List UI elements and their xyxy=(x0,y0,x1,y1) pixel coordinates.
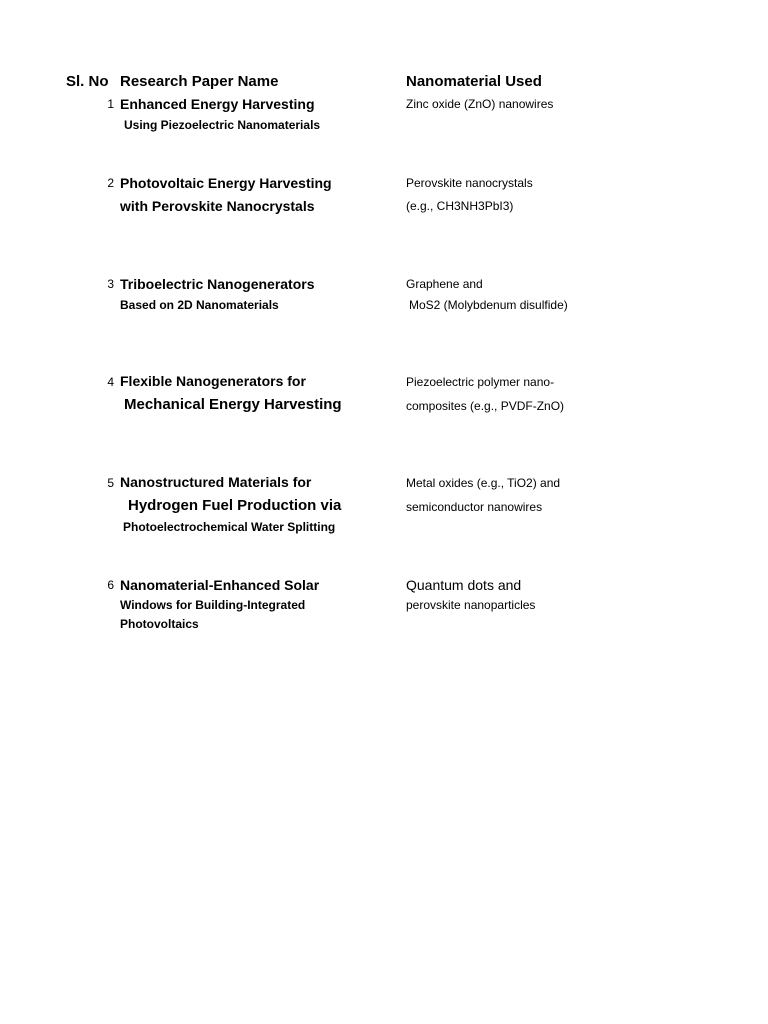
paper-title-line: Triboelectric Nanogenerators xyxy=(120,276,315,292)
material-line: Piezoelectric polymer nano- xyxy=(406,375,555,389)
paper-title-line: Using Piezoelectric Nanomaterials xyxy=(124,118,321,132)
header-sl-no: Sl. No xyxy=(66,73,109,90)
paper-title-line: Photovoltaics xyxy=(120,617,199,631)
material-line: Quantum dots and xyxy=(406,577,522,593)
row-number: 4 xyxy=(107,375,114,389)
row-number: 3 xyxy=(107,277,114,291)
paper-title-line: with Perovskite Nanocrystals xyxy=(120,198,315,214)
row-number: 2 xyxy=(107,176,114,190)
paper-title-line: Photovoltaic Energy Harvesting xyxy=(120,175,332,191)
material-line: Graphene and xyxy=(406,277,483,291)
material-line: Perovskite nanocrystals xyxy=(406,176,533,190)
row-number: 6 xyxy=(107,578,114,592)
material-line: MoS2 (Molybdenum disulfide) xyxy=(409,298,568,312)
paper-title-line: Enhanced Energy Harvesting xyxy=(120,96,315,112)
paper-title-line: Nanomaterial-Enhanced Solar xyxy=(120,577,320,593)
paper-title-line: Mechanical Energy Harvesting xyxy=(124,396,342,413)
paper-title-line: Flexible Nanogenerators for xyxy=(120,373,306,389)
header-material: Nanomaterial Used xyxy=(406,73,542,90)
material-line: semiconductor nanowires xyxy=(406,500,543,514)
row-number: 5 xyxy=(107,476,114,490)
paper-title-line: Windows for Building-Integrated xyxy=(120,598,306,612)
paper-title-line: Hydrogen Fuel Production via xyxy=(128,497,342,514)
material-line: Metal oxides (e.g., TiO2) and xyxy=(406,476,561,490)
material-line: composites (e.g., PVDF-ZnO) xyxy=(406,399,565,413)
material-line: Zinc oxide (ZnO) nanowires xyxy=(406,97,554,111)
material-line: (e.g., CH3NH3PbI3) xyxy=(406,199,514,213)
row-number: 1 xyxy=(107,97,114,111)
header-paper-name: Research Paper Name xyxy=(120,73,279,90)
paper-title-line: Nanostructured Materials for xyxy=(120,474,312,490)
material-line: perovskite nanoparticles xyxy=(406,598,536,612)
paper-title-line: Photoelectrochemical Water Splitting xyxy=(123,520,336,534)
paper-title-line: Based on 2D Nanomaterials xyxy=(120,298,279,312)
